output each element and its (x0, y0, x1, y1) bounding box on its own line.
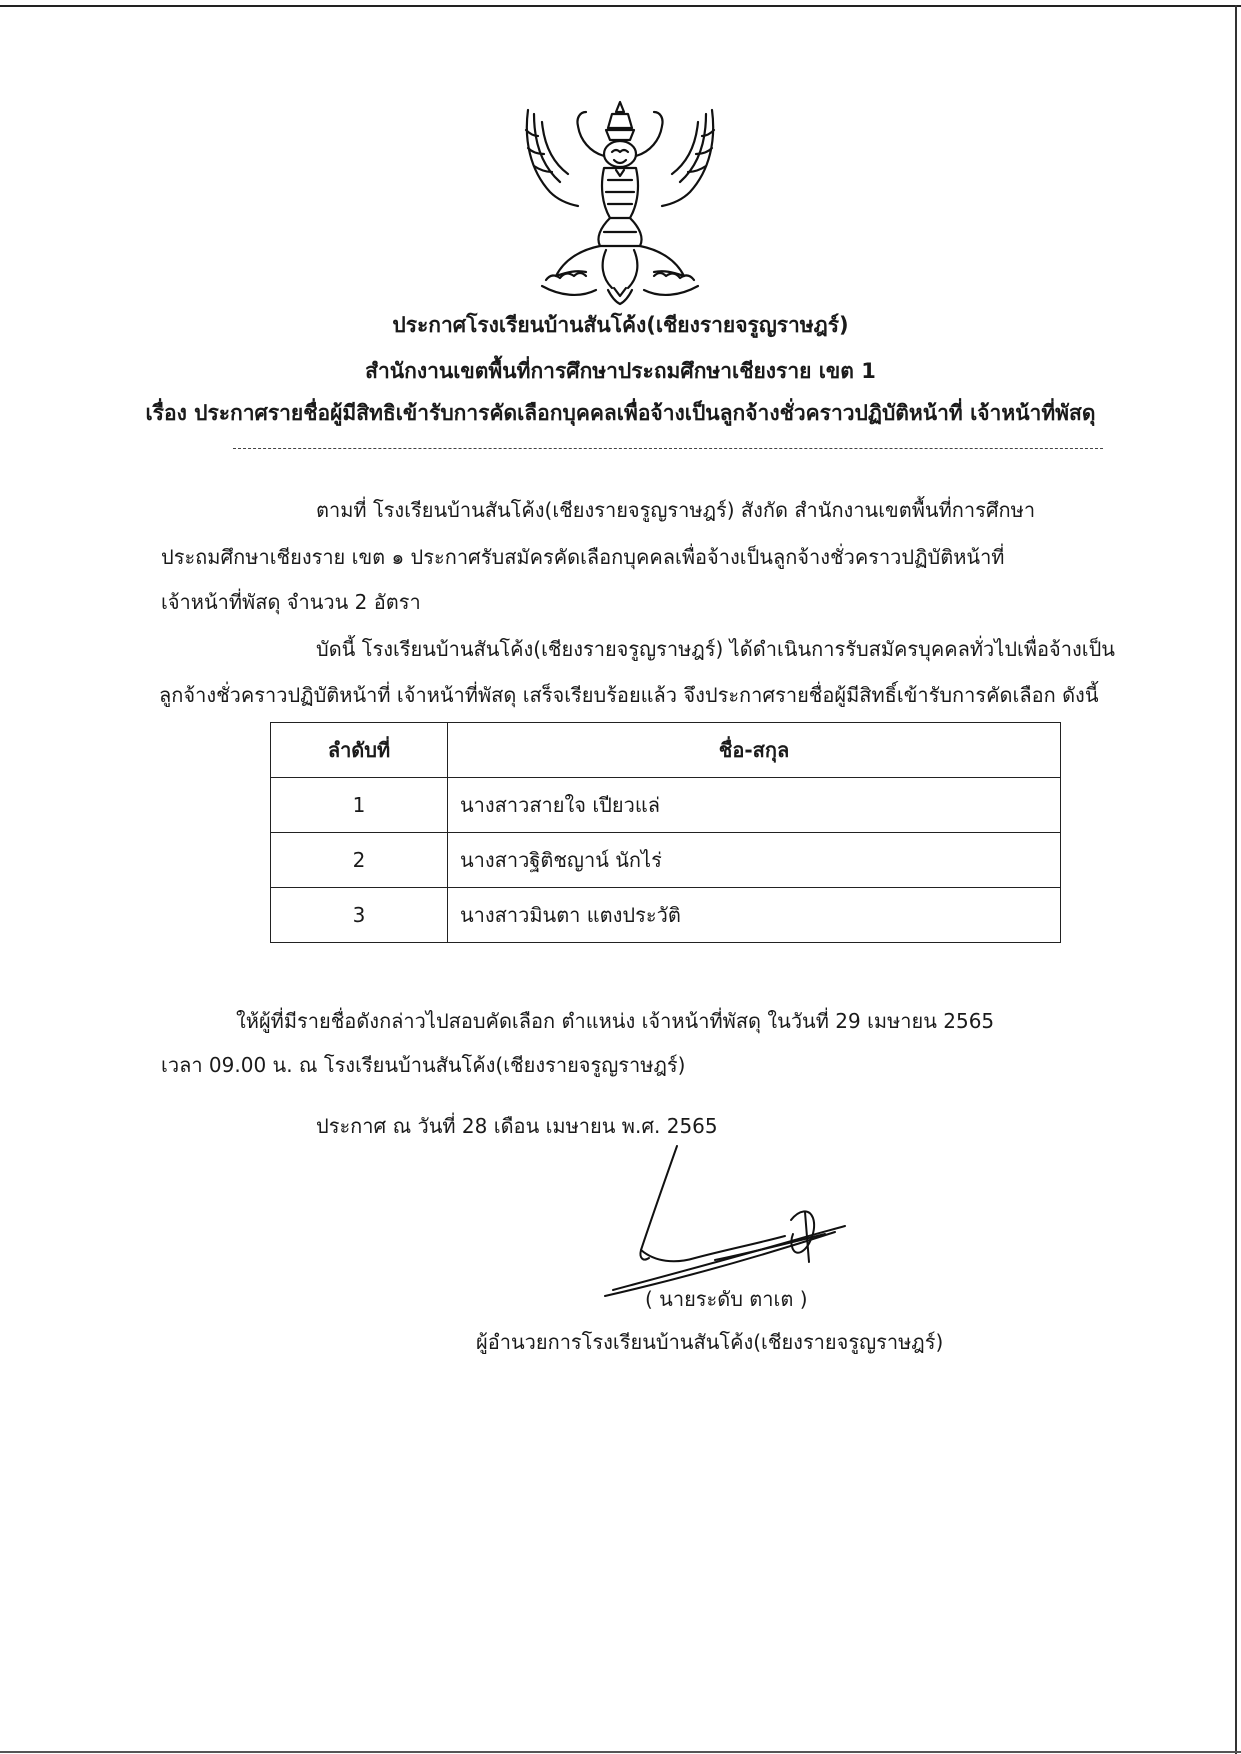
table-row (271, 833, 1061, 888)
row-number: 3 (271, 888, 448, 943)
row-name: นางสาวสายใจ เปียวแล่ (448, 778, 1061, 833)
bottom-border (0, 1751, 1241, 1753)
paragraph-1-line-1: ตามที่ โรงเรียนบ้านสันโค้ง(เชียงรายจรูญราษฎร์) สังกัด สำนักงานเขตพื้นที่การศึกษา (316, 498, 1036, 522)
candidate-table (270, 722, 1061, 943)
table-row (271, 888, 1061, 943)
row-number: 1 (271, 778, 448, 833)
paragraph-1-line-3: เจ้าหน้าที่พัสดุ จำนวน 2 อัตรา (161, 590, 421, 614)
row-name: นางสาวมินตา แตงประวัติ (448, 888, 1061, 943)
paragraph-2-line-1: บัดนี้ โรงเรียนบ้านสันโค้ง(เชียงรายจรูญราษฎร์) ได้ดำเนินการรับสมัครบุคคลทั่วไปเพื่อจ้างเป็น (316, 637, 1115, 661)
table-header-row (271, 723, 1061, 778)
paragraph-2-line-2: ลูกจ้างชั่วคราวปฏิบัติหน้าที่ เจ้าหน้าที่พัสดุ เสร็จเรียบร้อยแล้ว จึงประกาศรายชื่อผู้มีสิทธิ์เข้ารับการคัดเลือก ดังนี้ (159, 683, 1099, 707)
paragraph-3-line-1: ให้ผู้ที่มีรายชื่อดังกล่าวไปสอบคัดเลือก ตำแหน่ง เจ้าหน้าที่พัสดุ ในวันที่ 29 เมษายน 2565 (236, 1009, 995, 1033)
row-name: นางสาวฐิติชญาน์ นักไร่ (448, 833, 1061, 888)
divider (233, 448, 1103, 449)
signer-name: ( นายระดับ ตาเต ) (645, 1287, 808, 1311)
right-border (1235, 5, 1237, 1754)
document-header-office: สำนักงานเขตพื้นที่การศึกษาประถมศึกษาเชียงราย เขต 1 (365, 359, 876, 383)
table-row (271, 778, 1061, 833)
paragraph-3-line-2: เวลา 09.00 น. ณ โรงเรียนบ้านสันโค้ง(เชียงรายจรูญราษฎร์) (161, 1053, 686, 1077)
signer-title: ผู้อำนวยการโรงเรียนบ้านสันโค้ง(เชียงรายจรูญราษฎร์) (476, 1330, 944, 1354)
row-number: 2 (271, 833, 448, 888)
document-subject: เรื่อง ประกาศรายชื่อผู้มีสิทธิเข้ารับการคัดเลือกบุคคลเพื่อจ้างเป็นลูกจ้างชั่วคราวปฏิบัติหน้าที่ เจ้าหน้าที่พัสดุ (145, 401, 1096, 425)
announcement-date: ประกาศ ณ วันที่ 28 เดือน เมษายน พ.ศ. 2565 (316, 1114, 718, 1138)
paragraph-1-line-2: ประถมศึกษาเชียงราย เขต ๑ ประกาศรับสมัครคัดเลือกบุคคลเพื่อจ้างเป็นลูกจ้างชั่วคราวปฏิบัติหน้าที่ (161, 545, 1005, 569)
signature-scribble (595, 1140, 875, 1300)
top-border (0, 5, 1241, 7)
document-header-org: ประกาศโรงเรียนบ้านสันโค้ง(เชียงรายจรูญราษฎร์) (392, 313, 849, 337)
garuda-emblem (520, 100, 720, 306)
column-header-order: ลำดับที่ (271, 723, 448, 778)
column-header-name: ชื่อ-สกุล (448, 723, 1061, 778)
